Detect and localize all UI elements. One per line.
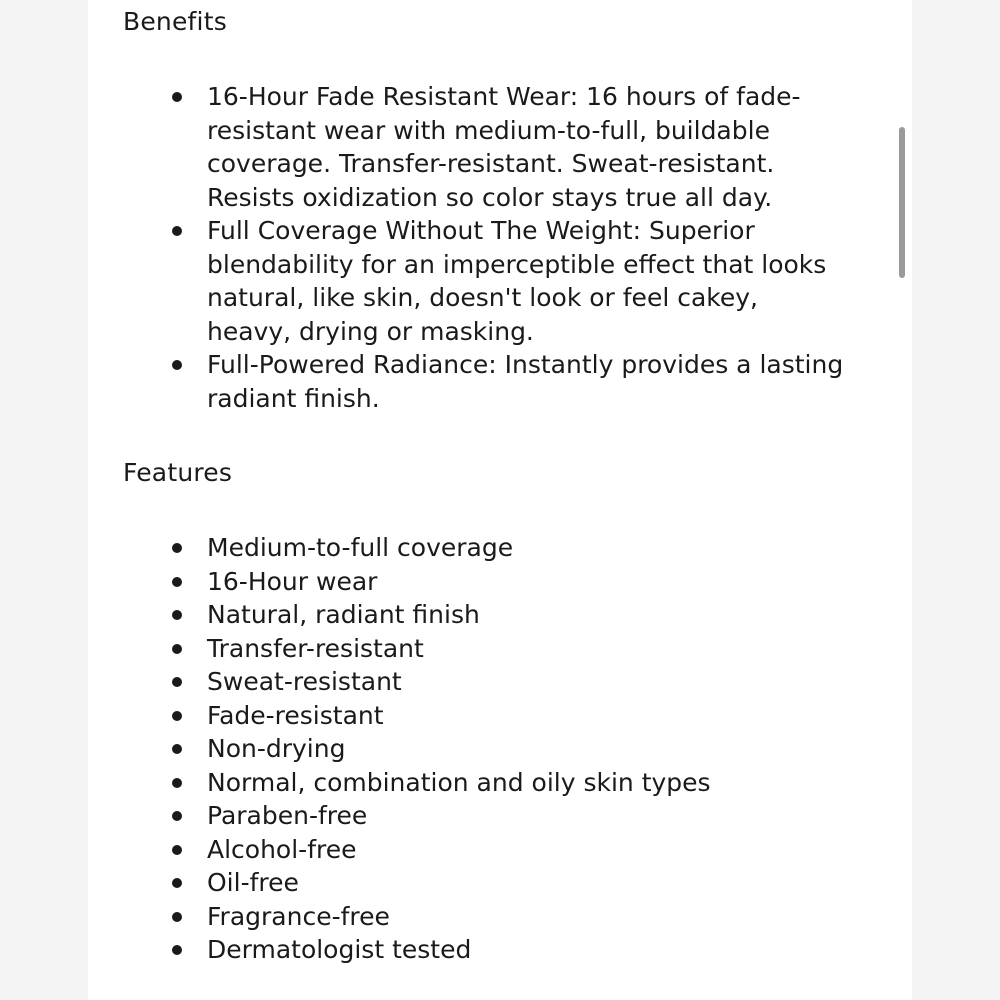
benefit-text: 16-Hour Fade Resistant Wear: 16 hours of fade-resistant wear with medium-to-full, buildable coverage. Transfer-resistant. Sweat-resistant. Resists oxidization so color stays true all day. [207, 82, 801, 212]
bullet-icon [172, 360, 182, 370]
list-item [207, 766, 847, 800]
list-item [207, 933, 847, 967]
list-item [207, 866, 847, 900]
list-item [207, 799, 847, 833]
list-item [207, 565, 847, 599]
bullet-icon [172, 92, 182, 102]
bullet-icon [172, 226, 182, 236]
bullet-icon [172, 543, 182, 553]
bullet-icon [172, 878, 182, 888]
benefit-text: Full Coverage Without The Weight: Superior blendability for an imperceptible effect that looks natural, like skin, doesn't look or feel cakey, heavy, drying or masking. [207, 216, 827, 346]
features-heading: Features [123, 458, 233, 487]
list-item [207, 348, 847, 415]
feature-text: Non-drying [207, 734, 346, 763]
bullet-icon [172, 677, 182, 687]
feature-text: 16-Hour wear [207, 566, 378, 596]
feature-text: Normal, combination and oily skin types [207, 767, 711, 797]
feature-text: Natural, radiant finish [207, 600, 480, 629]
bullet-icon [172, 711, 182, 721]
feature-text: Alcohol-free [207, 834, 357, 864]
feature-text: Transfer-resistant [207, 633, 424, 663]
bullet-icon [172, 912, 182, 922]
benefits-list [207, 80, 847, 415]
feature-text: Dermatologist tested [207, 935, 472, 964]
features-list [207, 531, 847, 967]
feature-text: Fragrance-free [207, 901, 390, 931]
bullet-icon [172, 577, 182, 587]
bullet-icon [172, 778, 182, 788]
benefit-text: Full-Powered Radiance: Instantly provides a lasting radiant finish. [207, 350, 844, 413]
feature-text: Oil-free [207, 868, 299, 897]
bullet-icon [172, 845, 182, 855]
feature-text: Paraben-free [207, 801, 368, 830]
list-item [207, 531, 847, 565]
bullet-icon [172, 811, 182, 821]
bullet-icon [172, 945, 182, 955]
list-item [207, 80, 847, 214]
list-item [207, 632, 847, 666]
bullet-icon [172, 610, 182, 620]
feature-text: Sweat-resistant [207, 667, 402, 696]
feature-text: Fade-resistant [207, 700, 384, 730]
list-item [207, 214, 847, 348]
benefits-heading: Benefits [123, 7, 227, 36]
list-item [207, 833, 847, 867]
list-item [207, 699, 847, 733]
list-item [207, 900, 847, 934]
list-item [207, 732, 847, 766]
scrollbar-thumb[interactable] [899, 127, 905, 278]
feature-text: Medium-to-full coverage [207, 533, 514, 562]
bullet-icon [172, 744, 182, 754]
list-item [207, 598, 847, 632]
bullet-icon [172, 644, 182, 654]
list-item [207, 665, 847, 699]
